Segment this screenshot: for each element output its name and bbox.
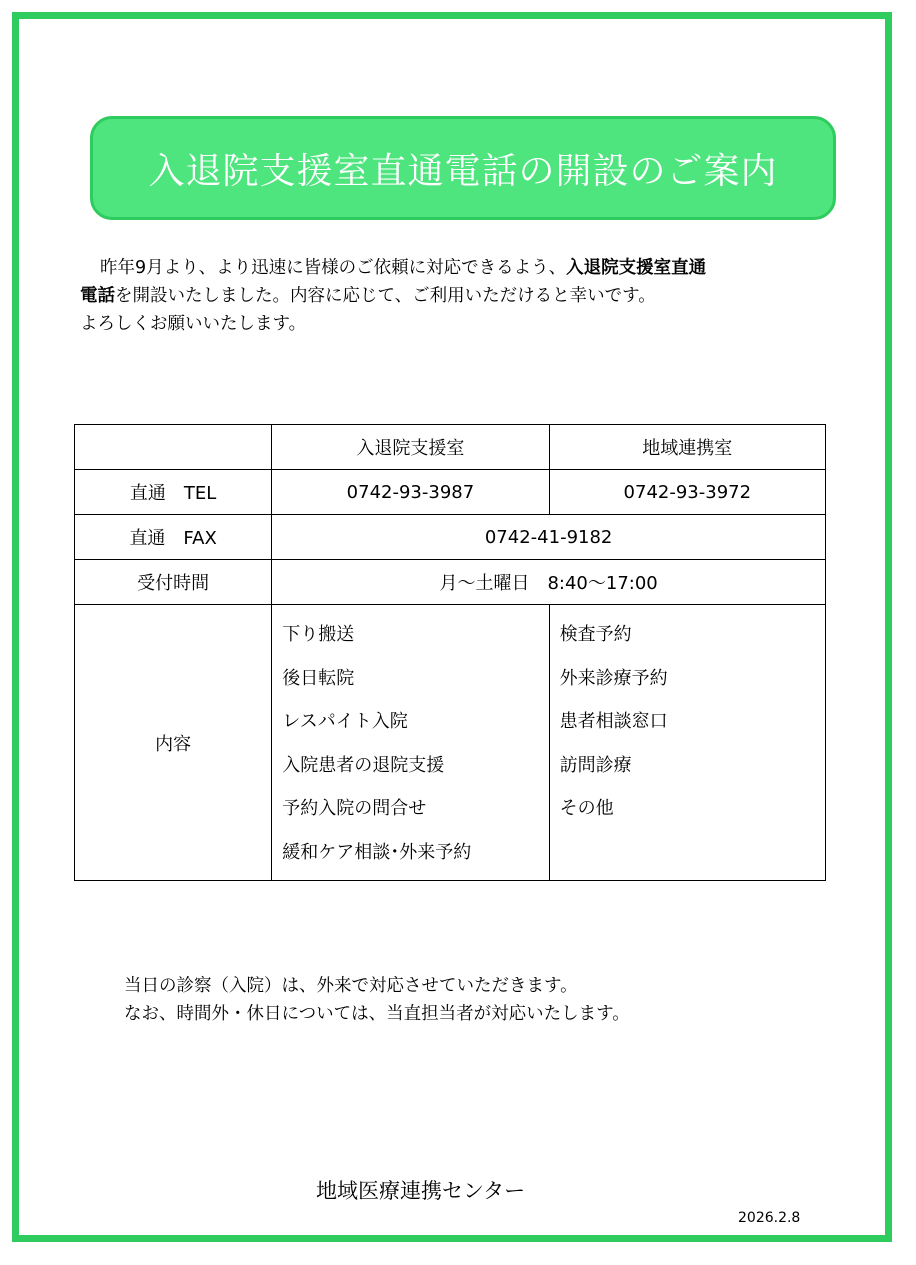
intro-bold-text: 電話 xyxy=(80,286,115,306)
issue-date: 2026.2.8 xyxy=(738,1210,801,1226)
list-item: 訪問診療 xyxy=(559,754,632,776)
contact-table xyxy=(74,424,826,881)
intro-text: を開設いたしました。内容に応じて、ご利用いただけると幸いです。 xyxy=(115,286,656,306)
page-title: 入退院支援室直通電話の開設のご案内 xyxy=(148,150,778,192)
header-admission-support: 入退院支援室 xyxy=(272,425,549,470)
list-item: 予約入院の問合せ xyxy=(282,798,427,819)
content-label: 内容 xyxy=(75,605,272,881)
note-line-2: なお、時間外・休日については、当直担当者が対応いたします。 xyxy=(124,1004,630,1024)
intro-line-2 xyxy=(80,282,850,310)
fax-label: 直通 FAX xyxy=(75,515,272,560)
list-item: 緩和ケア相談･外来予約 xyxy=(282,841,472,863)
hours-value: 月～土曜日 8:40～17:00 xyxy=(272,560,826,605)
list-item: レスパイト入院 xyxy=(282,711,408,732)
table-row-tel xyxy=(75,470,826,515)
hours-label: 受付時間 xyxy=(75,560,272,605)
table-row-fax xyxy=(75,515,826,560)
table-row-hours xyxy=(75,560,826,605)
table-corner-cell xyxy=(75,425,272,470)
list-item: 患者相談窓口 xyxy=(559,711,668,732)
list-item: 検査予約 xyxy=(559,624,632,645)
content-list-regional-cooperation xyxy=(549,605,825,881)
list-item: 後日転院 xyxy=(282,667,355,689)
intro-text: 昨年9月より、より迅速に皆様のご依頼に対応できるよう、 xyxy=(100,258,567,278)
tel-regional-cooperation: 0742-93-3972 xyxy=(549,470,825,515)
table-header-row xyxy=(75,425,826,470)
footer-notes xyxy=(124,972,630,1028)
table-row-content xyxy=(75,605,826,881)
fax-number: 0742-41-9182 xyxy=(272,515,826,560)
list-item: 外来診療予約 xyxy=(559,667,668,689)
list-item: その他 xyxy=(559,798,614,819)
tel-label: 直通 TEL xyxy=(75,470,272,515)
organization-name: 地域医療連携センター xyxy=(316,1179,526,1203)
note-line-1: 当日の診察（入院）は、外来で対応させていただきます。 xyxy=(124,976,578,996)
tel-admission-support: 0742-93-3987 xyxy=(272,470,549,515)
intro-paragraph xyxy=(80,254,850,338)
intro-line-3: よろしくお願いいたします。 xyxy=(80,314,307,334)
title-banner xyxy=(90,116,836,220)
content-list-admission-support xyxy=(272,605,549,881)
list-item: 下り搬送 xyxy=(282,624,355,645)
intro-bold-text: 入退院支援室直通 xyxy=(566,258,707,278)
header-regional-cooperation: 地域連携室 xyxy=(549,425,825,470)
intro-line-1 xyxy=(80,254,850,282)
list-item: 入院患者の退院支援 xyxy=(282,754,445,776)
